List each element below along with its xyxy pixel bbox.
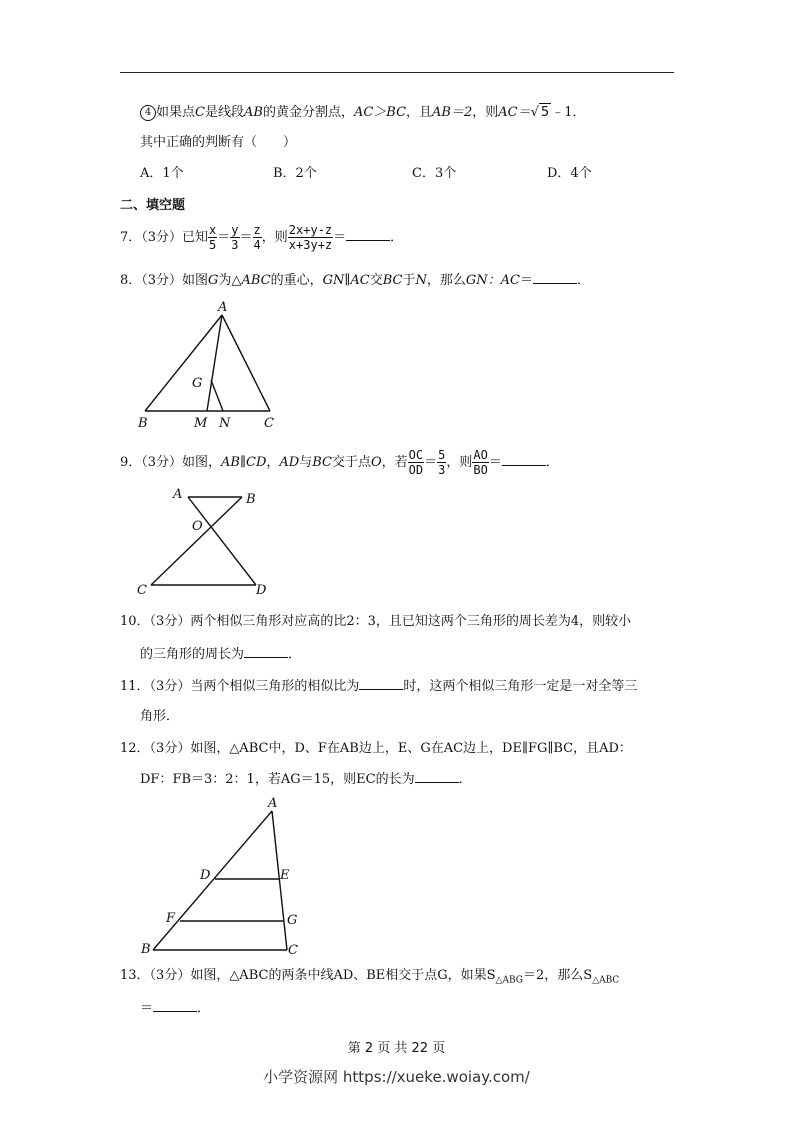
q6-option-b: B．2个 [273,166,317,181]
answer-blank [153,999,197,1012]
label-n: N [219,416,231,431]
section-title: 二、填空题 [120,198,186,213]
q6-option-c: C．3个 [412,166,457,181]
label-g: G [287,913,298,928]
fraction: $\frac{x}{5}$ [209,223,217,252]
median-am [207,315,222,411]
circled-number: 4 [140,105,156,121]
answer-blank [415,770,459,783]
fraction: $\frac{5}{3}$ [438,448,446,477]
label-a: A [173,487,183,502]
label-a: A [218,300,228,315]
answer-blank [359,677,403,690]
q13-line1: 13．（3分）如图，△ABC的两条中线AD、BE相交于点G，如果$S_{\triangle ABG}=2$，那么$S_{\triangle ABC}$ [120,968,620,986]
label-b: B [138,416,148,431]
q11-line2: 角形． [140,709,180,724]
q6-item4: 4 如果点C是线段AB的黄金分割点，AC＞BC，且AB＝2，则AC＝√ 5 ﹣1． [140,103,585,122]
label-e: E [280,868,290,883]
label-d: D [256,583,267,598]
label-a: A [268,796,278,811]
label-g: G [192,376,203,391]
q12-line2: DF：FB＝3：2：1，若AG＝15，则EC的长为 ． [140,772,472,787]
q13-line2: ＝ ． [140,1001,211,1016]
label-f: F [166,911,176,926]
q6-prompt: 其中正确的判断有（ ） [140,135,297,150]
figure-q8 [130,295,300,435]
label-c: C [288,943,298,958]
figure-q12 [135,795,310,965]
q6-option-a: A．1个 [140,166,184,181]
answer-blank [533,271,577,284]
label-d: D [200,868,211,883]
label-c: C [264,416,274,431]
label-o: O [192,519,203,534]
label-b: B [141,942,151,957]
q6-option-d: D．4个 [547,166,592,181]
q9: 9．（3分）如图，AB∥CD，AD与BC交于点O，若 $\frac{OC}{OD}$ ＝ $\frac{5}{3}$ ，则 $\frac{AO}{BO}$ ＝ ． [120,448,559,477]
segment-gn [211,380,223,411]
watermark-url: 小学资源网 https://xueke.woiay.com/ [263,1068,530,1086]
label-c: C [137,583,147,598]
segment-bc [151,497,242,585]
q12-line1: 12．（3分）如图，△ABC中，D、F在AB边上，E、G在AC边上，DE∥FG∥BC，且AD： [120,741,632,756]
q7: 7．（3分）已知 $\frac{x}{5}$ ＝ $\frac{y}{3}$ ＝ $\frac{z}{4}$ ，则 $\frac{2x+y-z}{x+3y+z}$ ＝ ． [120,223,404,252]
q10-line2: 的三角形的周长为 ． [140,647,302,662]
figure-q9 [130,482,280,602]
fraction: $\frac{OC}{OD}$ [408,448,424,477]
side-ab [153,811,272,950]
answer-blank [346,228,390,241]
answer-blank [502,453,546,466]
page-number: 第 2 页 共 22 页 [347,1041,446,1056]
fraction: $\frac{2x+y-z}{x+3y+z}$ [288,223,333,252]
label-m: M [194,416,208,431]
header-rule [120,72,674,73]
fraction: $\frac{z}{4}$ [253,223,261,252]
q8: 8．（3分）如图G为△ABC的重心，GN∥AC交BC于N，那么GN：AC＝ ． [120,273,591,288]
side-ab [145,315,222,411]
fraction: $\frac{y}{3}$ [231,223,239,252]
segment-ad [188,497,256,585]
label-b: B [246,492,256,507]
answer-blank [244,645,288,658]
fraction: $\frac{AO}{BO}$ [473,448,488,477]
side-ac [222,315,270,411]
q10-line1: 10．（3分）两个相似三角形对应高的比2：3，且已知这两个三角形的周长差为4，则较小 [120,614,632,629]
q11-line1: 11．（3分）当两个相似三角形的相似比为 时，这两个相似三角形一定是一对全等三 [120,679,638,694]
